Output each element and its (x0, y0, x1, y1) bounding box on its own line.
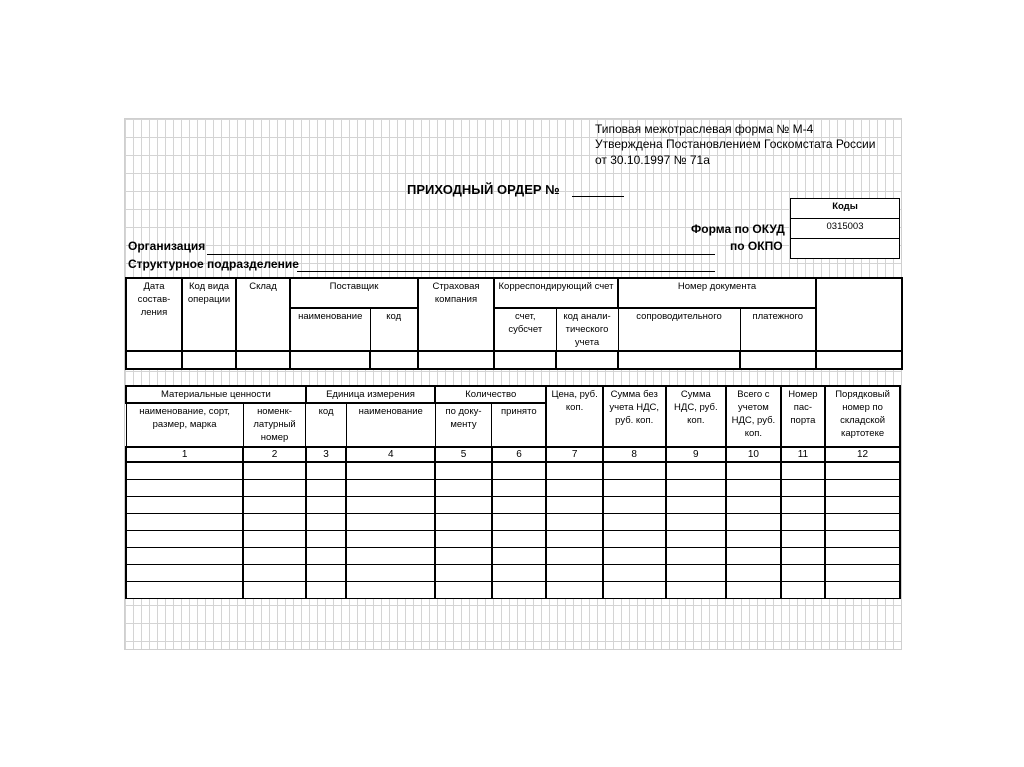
insurance-header: Страховая компания (418, 278, 494, 351)
entry-cell[interactable] (243, 497, 306, 514)
entry-cell[interactable] (781, 565, 825, 582)
supplier-header: Поставщик (290, 278, 418, 308)
entry-cell[interactable] (781, 480, 825, 497)
column-number: 12 (825, 447, 900, 462)
entry-cell[interactable] (726, 497, 781, 514)
entry-cell[interactable] (126, 565, 243, 582)
entry-cell[interactable] (603, 565, 666, 582)
column-number: 2 (243, 447, 306, 462)
entry-cell[interactable] (435, 462, 492, 480)
qty-by-document-header: по доку- менту (435, 403, 492, 447)
okud-value[interactable]: 0315003 (791, 219, 900, 239)
entry-cell[interactable] (666, 548, 727, 565)
entry-cell[interactable] (243, 582, 306, 599)
accompanying-doc-cell[interactable] (618, 351, 740, 369)
entry-cell[interactable] (546, 582, 603, 599)
organization-field[interactable] (207, 254, 715, 255)
table-row (126, 497, 900, 514)
entry-cell[interactable] (666, 565, 727, 582)
entry-cell[interactable] (435, 582, 492, 599)
entry-cell[interactable] (603, 480, 666, 497)
entry-cell[interactable] (666, 462, 727, 480)
form-sheet (124, 118, 902, 650)
materials-header: Материальные ценности (126, 386, 306, 403)
receipt-details-table (125, 277, 903, 370)
passport-number-header: Номер пас- порта (781, 386, 825, 447)
payment-doc-cell[interactable] (740, 351, 816, 369)
entry-cell[interactable] (546, 531, 603, 548)
date-cell[interactable] (126, 351, 182, 369)
table-row (126, 462, 900, 480)
codes-heading: Коды (791, 199, 900, 219)
qty-accepted-header: принято (492, 403, 547, 447)
entry-cell[interactable] (546, 462, 603, 480)
entry-cell[interactable] (726, 582, 781, 599)
division-field[interactable] (297, 271, 715, 272)
entry-cell[interactable] (726, 531, 781, 548)
entry-cell[interactable] (126, 548, 243, 565)
table-row (126, 480, 900, 497)
table-row (126, 548, 900, 565)
sum-no-vat-header: Сумма без учета НДС, руб. коп. (603, 386, 666, 447)
entry-cell[interactable] (546, 497, 603, 514)
entry-cell[interactable] (346, 565, 435, 582)
entry-cell[interactable] (666, 514, 727, 531)
entry-cell[interactable] (666, 531, 727, 548)
entry-cell[interactable] (492, 548, 547, 565)
supplier-name-header: наименование (290, 308, 370, 351)
column-number: 8 (603, 447, 666, 462)
entry-cell[interactable] (243, 565, 306, 582)
blank-header (816, 278, 902, 351)
entry-cell[interactable] (126, 531, 243, 548)
entry-cell[interactable] (435, 514, 492, 531)
materials-name-header: наименование, сорт, размер, марка (126, 403, 243, 447)
operation-code-header: Код вида операции (182, 278, 236, 351)
entry-cell[interactable] (243, 462, 306, 480)
entry-cell[interactable] (781, 462, 825, 480)
entry-cell[interactable] (346, 462, 435, 480)
table-row (126, 531, 900, 548)
entry-cell[interactable] (306, 565, 346, 582)
entry-cell[interactable] (346, 497, 435, 514)
entry-cell[interactable] (306, 514, 346, 531)
table-row (126, 582, 900, 599)
price-header: Цена, руб. коп. (546, 386, 603, 447)
entry-cell[interactable] (603, 582, 666, 599)
total-with-vat-header: Всего с учетом НДС, руб. коп. (726, 386, 781, 447)
entry-cell[interactable] (435, 548, 492, 565)
entry-cell[interactable] (435, 531, 492, 548)
entry-cell[interactable] (603, 497, 666, 514)
form-type-line: Типовая межотраслевая форма № М-4 (595, 122, 814, 136)
entry-cell[interactable] (825, 565, 900, 582)
entry-cell[interactable] (546, 480, 603, 497)
payment-doc-header: платежного (740, 308, 816, 351)
insurance-cell[interactable] (418, 351, 494, 369)
warehouse-cell[interactable] (236, 351, 290, 369)
entry-cell[interactable] (435, 565, 492, 582)
entry-cell[interactable] (726, 480, 781, 497)
entry-cell[interactable] (346, 531, 435, 548)
entry-cell[interactable] (346, 480, 435, 497)
card-number-header: Порядковый номер по складской картотеке (825, 386, 900, 447)
entry-cell[interactable] (546, 514, 603, 531)
entry-cell[interactable] (726, 514, 781, 531)
table-row (126, 565, 900, 582)
analytic-code-header: код анали- тического учета (556, 308, 618, 351)
materials-table (125, 385, 901, 599)
entry-cell[interactable] (781, 548, 825, 565)
table-row (126, 514, 900, 531)
entry-cell[interactable] (243, 548, 306, 565)
entry-cell[interactable] (346, 514, 435, 531)
entry-cell[interactable] (306, 582, 346, 599)
entry-cell[interactable] (492, 582, 547, 599)
nomenclature-number-header: номенк- латурный номер (243, 403, 306, 447)
entry-cell[interactable] (781, 531, 825, 548)
column-number: 9 (666, 447, 727, 462)
document-number-header: Номер документа (618, 278, 816, 308)
entry-cell[interactable] (726, 462, 781, 480)
division-label: Структурное подразделение (128, 257, 299, 271)
entry-cell[interactable] (825, 462, 900, 480)
unit-header: Единица измерения (306, 386, 435, 403)
supplier-name-cell[interactable] (290, 351, 370, 369)
vat-sum-header: Сумма НДС, руб. коп. (666, 386, 727, 447)
entry-cell[interactable] (126, 582, 243, 599)
warehouse-header: Склад (236, 278, 290, 351)
entry-cell[interactable] (306, 548, 346, 565)
entry-cell[interactable] (825, 497, 900, 514)
entry-cell[interactable] (726, 548, 781, 565)
corr-account-header: Корреспондирующий счет (494, 278, 618, 308)
column-number: 4 (346, 447, 435, 462)
entry-cell[interactable] (546, 565, 603, 582)
supplier-code-cell[interactable] (370, 351, 418, 369)
column-number: 5 (435, 447, 492, 462)
organization-label: Организация (128, 239, 206, 253)
entry-cell[interactable] (825, 582, 900, 599)
entry-cell[interactable] (492, 462, 547, 480)
okud-label: Форма по ОКУД (691, 222, 785, 236)
column-number: 11 (781, 447, 825, 462)
entry-cell[interactable] (825, 514, 900, 531)
accompanying-doc-header: сопроводительного (618, 308, 740, 351)
entry-cell[interactable] (781, 497, 825, 514)
entry-cell[interactable] (306, 531, 346, 548)
order-number-field[interactable] (572, 196, 624, 197)
entry-cell[interactable] (603, 531, 666, 548)
entry-cell[interactable] (306, 480, 346, 497)
okpo-value[interactable] (791, 239, 900, 259)
entry-cell[interactable] (492, 565, 547, 582)
operation-code-cell[interactable] (182, 351, 236, 369)
column-number: 3 (306, 447, 346, 462)
entry-cell[interactable] (825, 548, 900, 565)
entry-cell[interactable] (825, 531, 900, 548)
entry-cell[interactable] (126, 514, 243, 531)
entry-cell[interactable] (126, 497, 243, 514)
analytic-code-cell[interactable] (556, 351, 618, 369)
column-number: 1 (126, 447, 243, 462)
entry-cell[interactable] (435, 480, 492, 497)
date-header: Дата состав- ления (126, 278, 182, 351)
page-title: ПРИХОДНЫЙ ОРДЕР № (407, 182, 560, 197)
entry-cell[interactable] (603, 462, 666, 480)
blank-cell[interactable] (816, 351, 902, 369)
column-number: 10 (726, 447, 781, 462)
entry-cell[interactable] (726, 565, 781, 582)
entry-cell[interactable] (126, 480, 243, 497)
entry-cell[interactable] (346, 548, 435, 565)
entry-cell[interactable] (666, 497, 727, 514)
entry-cell[interactable] (492, 497, 547, 514)
entry-cell[interactable] (346, 582, 435, 599)
entry-cell[interactable] (435, 497, 492, 514)
supplier-code-header: код (370, 308, 418, 351)
quantity-header: Количество (435, 386, 546, 403)
unit-code-header: код (306, 403, 346, 447)
entry-cell[interactable] (306, 462, 346, 480)
entry-cell[interactable] (243, 531, 306, 548)
entry-cell[interactable] (492, 514, 547, 531)
entry-cell[interactable] (492, 480, 547, 497)
entry-cell[interactable] (492, 531, 547, 548)
entry-cell[interactable] (603, 548, 666, 565)
entry-cell[interactable] (306, 497, 346, 514)
approval-line: Утверждена Постановлением Госкомстата России (595, 137, 876, 151)
entry-cell[interactable] (666, 582, 727, 599)
entry-cell[interactable] (781, 514, 825, 531)
entry-cell[interactable] (666, 480, 727, 497)
entry-cell[interactable] (126, 462, 243, 480)
account-header: счет, субсчет (494, 308, 556, 351)
entry-cell[interactable] (243, 514, 306, 531)
column-number: 7 (546, 447, 603, 462)
entry-cell[interactable] (825, 480, 900, 497)
approval-date-line: от 30.10.1997 № 71а (595, 153, 710, 167)
okpo-label: по ОКПО (730, 239, 783, 253)
account-cell[interactable] (494, 351, 556, 369)
entry-cell[interactable] (781, 582, 825, 599)
entry-cell[interactable] (243, 480, 306, 497)
entry-cell[interactable] (546, 548, 603, 565)
unit-name-header: наименование (346, 403, 435, 447)
codes-table (790, 198, 900, 259)
entry-cell[interactable] (603, 514, 666, 531)
column-number: 6 (492, 447, 547, 462)
